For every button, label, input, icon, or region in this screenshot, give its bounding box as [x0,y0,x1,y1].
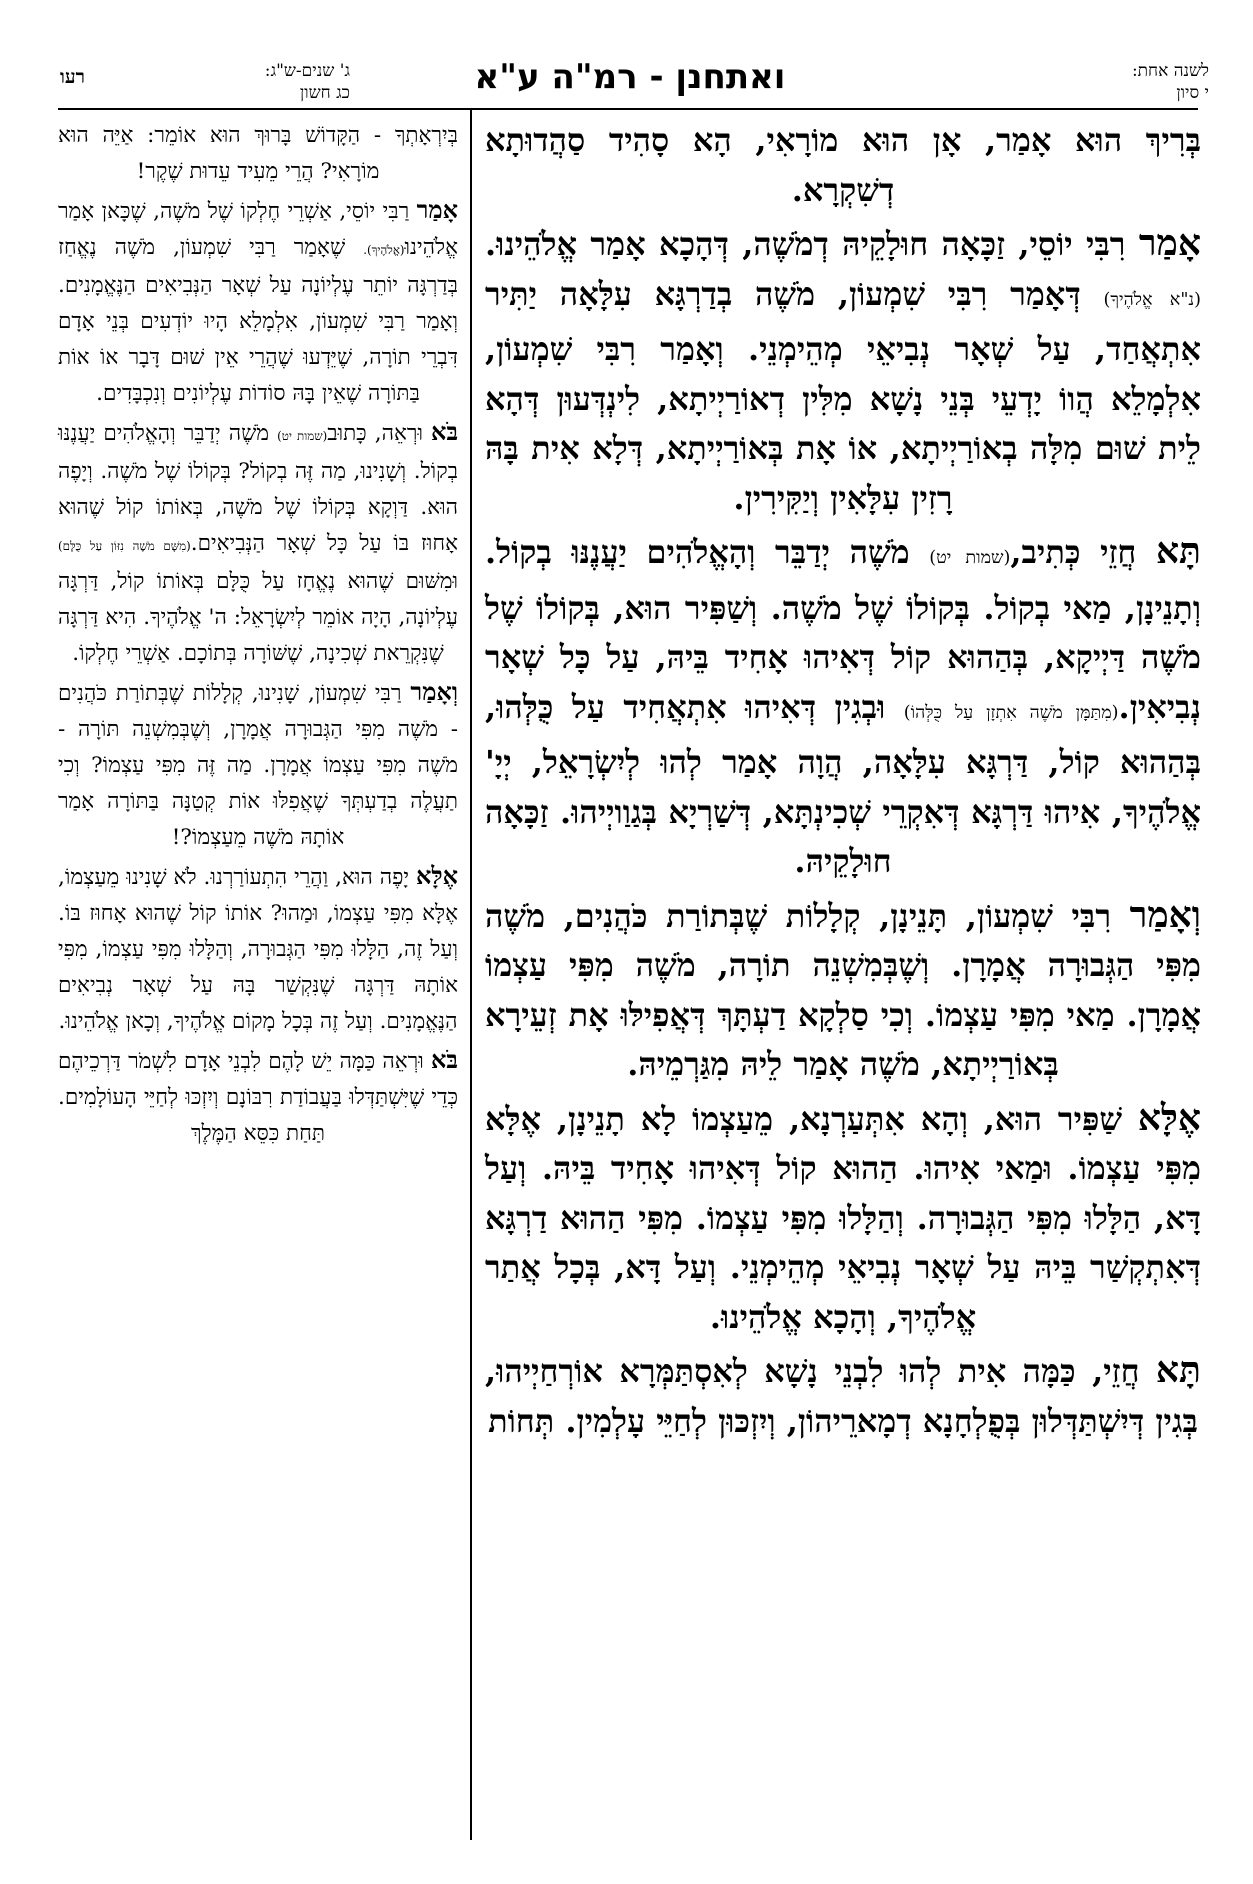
aramaic-paragraph [485,891,1201,1090]
header-right-line2: י סיון [1176,83,1209,103]
header-left-line1: ג' שנים-ש"ג: [264,61,350,81]
aramaic-lead-word: וְאָמַר [1129,893,1201,936]
hebrew-paragraph [58,414,458,672]
hebrew-lead-word: בֹּא [431,1045,458,1074]
page-title: ואתחנן - רמ"ה ע"א [474,57,786,97]
hebrew-paragraph [58,1042,458,1152]
aramaic-lead-word: אֶלָּא [1137,1096,1201,1139]
aramaic-paragraph [485,219,1201,523]
hebrew-text-text: יָפֶה הוּא, וַהֲרֵי הִתְעוֹרַרְנוּ. לֹא שָׁנִינוּ מֵעַצְמוֹ, אֶלָּא מִפִּי עַצְמוֹ, וּמַהוּ? אוֹתוֹ קוֹל שֶׁהוּא אָחוּז בּוֹ. וְעַל זֶה, הַלָּלוּ מִפִּי הַגְּבוּרָה, וְהַלָּלוּ מִפִּי עַצְמוֹ, מִפִּי אוֹתָהּ דַּרְגָּה שֶׁנִּקְשַׁר בָּהּ עַל שְׁאָר נְבִיאִים הַנֶּאֱמָנִים. וְעַל זֶה בְּכָל מָקוֹם אֱלֹהֶיךָ, וְכָאן אֱלֹהֵינוּ. [58,865,458,1034]
hebrew-paragraph [58,118,458,190]
hebrew-ref-citation: (שמות יט) [277,429,328,443]
hebrew-text-text: וּרְאֵה כַּמָּה יֵשׁ לָהֶם לִבְנֵי אָדָם לִשְׁמֹר דַּרְכֵיהֶם כְּדֵי שֶׁיִּשְׁתַּדְּלוּ בַּעֲבוֹדַת רִבּוֹנָם וְיִזְכּוּ לְחַיֵּי הָעוֹלָמִים. תַּחַת כִּסֵּא הַמֶּלֶךְ [58,1049,458,1146]
hebrew-lead-word: בֹּא [431,417,459,446]
aramaic-text-text: רִבִּי שִׁמְעוֹן, תָּנֵינָן, קְלָלוֹת שֶׁבְּתוֹרַת כֹּהֲנִים, מֹשֶׁה מִפִּי הַגְּבוּרָה אֲמָרָן. וְשֶׁבְּמִשְׁנֵה תוֹרָה, מֹשֶׁה מִפִּי עַצְמוֹ אֲמָרָן. מַאי מִפִּי עַצְמוֹ. וְכִי סַלְקָא דַעְתָּךְ דְּאֲפִילּוּ אָת זְעֵירָא בְּאוֹרַיְיתָא, מֹשֶׁה אָמַר לֵיהּ מִגַּרְמֵיהּ. [485,896,1202,1083]
header-right-line1: לשנה אחת: [1131,61,1209,81]
aramaic-paragraph [485,1094,1201,1343]
aramaic-text-text: וּבְגִין דְּאִיהוּ אִתְאֲחִיד עַל כֻּלְּהוּ, בְּהַהוּא קוֹל, דַּרְגָּא עִלָּאָה, הֲוָה אָמַר לְהוּ לְיִשְׂרָאֵל, יְיָ' אֱלֹהֶיךָ, אִיהוּ דַּרְגָּא דְּאִקְרֵי שְׁכִינְתָּא, דְּשַׁרְיָא בְּגַוַויְיהוּ. זַכָּאָה חוּלָקֵיהּ. [485,687,1201,880]
hebrew-lead-word: אֶלָּא [415,861,458,890]
header-study-schedule-one-year [1059,60,1209,104]
aramaic-text-column [485,116,1201,1450]
hebrew-text-text: רַבִּי יוֹסֵי, אַשְׁרֵי חֶלְקוֹ שֶׁל מֹשֶׁה, שֶׁכָּאן אָמַר אֱלֹהֵינוּ [58,199,458,260]
aramaic-text-text: רִבִּי יוֹסֵי, זַכָּאָה חוּלָקֵיהּ דְמֹשֶׁה, דְּהָכָא אָמַר אֱלֹהֵינוּ. [485,225,1139,263]
aramaic-paragraph [485,527,1201,887]
hebrew-ref-citation: (אֱלֹהֶיךָ). [363,243,405,257]
hebrew-ref-citation: (מִשָּׁם מֹשֶׁה נִזּוֹן עַל כֻּלָּם) [58,539,191,553]
aramaic-paragraph [485,1346,1201,1446]
aramaic-lead-word: תָּא [1155,530,1202,572]
aramaic-lead-word: תָּא [1155,1349,1201,1391]
page-number: רעו [60,66,85,88]
hebrew-text-text: מֹשֶׁה יְדַבֵּר וְהָאֱלֹהִים יַעֲנֶנּוּ בְקוֹל. וְשָׁנִינוּ, מַה זֶּה בְקוֹל? בְּקוֹלוֹ שֶׁל מֹשֶׁה. וְיָפֶה הוּא. דַּוְקָא בְּקוֹלוֹ שֶׁל מֹשֶׁה, בְּאוֹתוֹ קוֹל שֶׁהוּא אָחוּז בּוֹ עַל כָּל שְׁאָר הַנְּבִיאִים. [58,421,459,556]
hebrew-lead-word: וְאָמַר [410,677,458,706]
aramaic-ref-citation: (שמות יט) [929,548,1011,568]
aramaic-ref-citation: (נ"א אֱלֹהֶיךָ) [1103,289,1202,310]
hebrew-translation-column [58,118,458,1154]
hebrew-text-text: בְּיִרְאָתְךָ - הַקָּדוֹשׁ בָּרוּךְ הוּא אוֹמֵר: אַיֵּה הוּא מוֹרָאִי? הֲרֵי מֵעִיד עֵדוּת שֶׁקֶר! [58,123,458,184]
header-left-line2: כג חשון [299,83,350,103]
header-divider [58,108,1198,110]
aramaic-text-text: חֲזֵי כְּתִיב, [1010,533,1156,571]
aramaic-ref-citation: (מִתַּמָּן מֹשֶׁה אִתְזָן עַל כֻּלְּהוֹ) [903,702,1119,723]
aramaic-text-text: בְּרִיךְ הוּא אָמַר, אָן הוּא מוֹרָאִי, הָא סָהִיד סַהֲדוּתָא דְשִׁקְרָא. [485,121,1201,209]
hebrew-paragraph [58,674,458,856]
aramaic-text-text: חֲזֵי, כַּמָּה אִית לְהוּ לִבְנֵי נָשָׁא לְאִסְתַּמְּרָא אוֹרְחַיְיהוּ, בְּגִין דְּיִשְׁתַּדְּלוּן בְּפֻלְחָנָא דְמָארֵיהוֹן, וְיִזְכּוּן לְחַיֵּי עָלְמִין. תְּחוֹת [485,1352,1198,1440]
column-divider [470,110,472,1840]
hebrew-text-text: וּמִשּׁוּם שֶׁהוּא נֶאֱחָז עַל כֻּלָּם בְּאוֹתוֹ קוֹל, דַּרְגָּה עֶלְיוֹנָה, הָיָה אוֹמֵר לְיִשְׂרָאֵל: ה' אֱלֹהֶיךָ. הִיא דַּרְגָּה שֶׁנִּקְרֵאת שְׁכִינָה, שֶׁשּׁוֹרָה בְּתוֹכָם. אַשְׁרֵי חֶלְקוֹ. [58,569,458,666]
hebrew-text-text: שֶׁאָמַר רַבִּי שִׁמְעוֹן, מֹשֶׁה נֶאֱחַז בְּדַרְגָּה יוֹתֵר עֶלְיוֹנָה עַל שְׁאָר הַנְּבִיאִים הַנֶּאֱמָנִים. וְאָמַר רַבִּי שִׁמְעוֹן, אִלְמָלֵא הָיוּ יוֹדְעִים בְּנֵי אָדָם דִּבְרֵי תוֹרָה, שֶׁיֵּדְעוּ שֶׁהֲרֵי אֵין שׁוּם דָּבָר אוֹ אוֹת בַּתּוֹרָה שֶׁאֵין בָּהּ סוֹדוֹת עֶלְיוֹנִים וְנִכְבָּדִים. [58,235,458,406]
aramaic-text-text: דְּאָמַר רִבִּי שִׁמְעוֹן, מֹשֶׁה בְדַרְגָּא עִלָּאָה יַתִּיר אִתְאֲחַד, עַל שְׁאָר נְבִיאֵי מְהֵימְנֵי. וְאָמַר רִבִּי שִׁמְעוֹן, אִלְמָלֵא הֲווֹ יָדְעֵי בְּנֵי נָשָׁא מִלִּין דְאוֹרַיְיתָא, לִינְדְּעוּן דְּהָא לֵית שׁוּם מִלָּה בְאוֹרַיְיתָא, אוֹ אָת בְּאוֹרַיְיתָא, דְּלָא אִית בָּהּ רָזִין עִלָּאִין וְיַקִּירִין. [485,274,1201,517]
hebrew-paragraph [58,192,458,412]
aramaic-paragraph [485,116,1201,215]
aramaic-lead-word: אָמַר [1138,222,1201,264]
hebrew-text-text: רַבִּי שִׁמְעוֹן, שָׁנִינוּ, קְלָלוֹת שֶׁבְּתוֹרַת כֹּהֲנִים - מֹשֶׁה מִפִּי הַגְּבוּרָה אֲמָרָן, וְשֶׁבְּמִשְׁנֵה תּוֹרָה - מֹשֶׁה מִפִּי עַצְמוֹ אֲמָרָן. מַה זֶּה מִפִּי עַצְמוֹ? וְכִי תַעֲלֶה בְדַעְתְּךָ שֶׁאֲפִלּוּ אוֹת קְטַנָּה בַּתּוֹרָה אָמַר אוֹתָהּ מֹשֶׁה מֵעַצְמוֹ?! [58,681,458,850]
hebrew-lead-word: אָמַר [416,195,458,224]
hebrew-paragraph [58,858,458,1040]
header-study-schedule-three-year [170,60,350,104]
aramaic-text-text: מֹשֶׁה יְדַבֵּר וְהָאֱלֹהִים יַעֲנֶנּוּ בְקוֹל. וְתָנֵינָן, מַאי בְקוֹל. בְּקוֹלוֹ שֶׁל מֹשֶׁה. וְשַׁפִּיר הוּא, בְּקוֹלוֹ שֶׁל מֹשֶׁה דַּיְיקָא, בְּהַהוּא קוֹל דְּאִיהוּ אָחִיד בֵּיהּ, עַל כָּל שְׁאָר נְבִיאִין. [485,533,1201,726]
hebrew-text-text: וּרְאֵה, כָּתוּב [327,421,432,446]
aramaic-text-text: שַׁפִּיר הוּא, וְהָא אִתְּעַרְנָא, מֵעַצְמוֹ לָא תָנֵינָן, אֶלָּא מִפִּי עַצְמוֹ. וּמַאי אִיהוּ. הַהוּא קוֹל דְּאִיהוּ אָחִיד בֵּיהּ. וְעַל דָּא, הַלָּלוּ מִפִּי הַגְּבוּרָה. וְהַלָּלוּ מִפִּי עַצְמוֹ. מִפִּי הַהוּא דַרְגָּא דְּאִתְקְשַׁר בֵּיהּ עַל שְׁאָר נְבִיאֵי מְהֵימְנֵי. וְעַל דָּא, בְּכָל אֲתַר אֱלֹהֶיךָ, וְהָכָא אֱלֹהֵינוּ. [485,1099,1202,1336]
